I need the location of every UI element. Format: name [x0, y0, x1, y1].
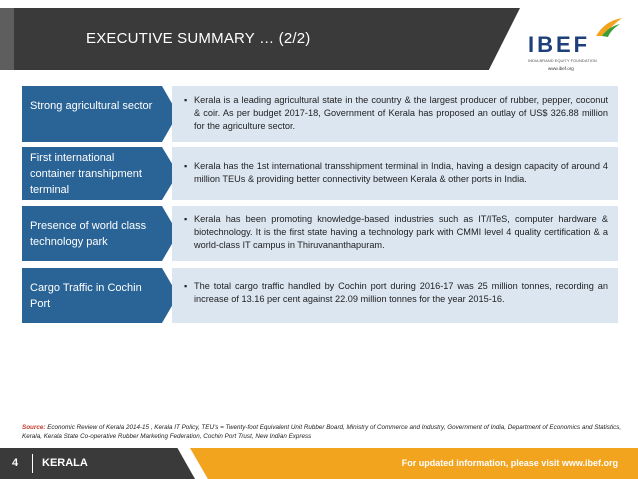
row-text: ▪ Kerala is a leading agricultural state in the country & the largest producer of rubber, pepper, coconut & coir. As per budget 2017-18, Government of Kerala has proposed an outlay of US$ 326.88 million for the agriculture sector. — [184, 94, 608, 133]
logo-url: www.ibef.org — [548, 66, 574, 71]
row-label: First international container transhipment terminal — [30, 152, 142, 196]
row-text: ▪ The total cargo traffic handled by Cochin port during 2016-17 was 25 million tonnes, recording an increase of 13.16 per cent against 22.09 million tonnes for the year 2015-16. — [184, 280, 608, 306]
row-label-box — [22, 268, 162, 323]
slide-header — [0, 0, 638, 80]
bird-logo-icon — [594, 16, 624, 38]
summary-row-technology-park — [22, 206, 618, 261]
footer-state-name: KERALA — [42, 457, 88, 469]
footer-divider — [32, 454, 33, 473]
row-content-box — [172, 206, 618, 261]
row-content-box — [172, 147, 618, 200]
row-label-box — [22, 86, 162, 142]
row-label: Cargo Traffic in Cochin Port — [30, 282, 142, 310]
summary-row-agriculture — [22, 86, 618, 142]
row-content-box — [172, 268, 618, 323]
row-text: ▪ Kerala has the 1st international transshipment terminal in India, having a design capacity of around 4 million TEUs & providing better connectivity between Kerala & other ports in India. — [184, 160, 608, 186]
row-text: ▪ Kerala has been promoting knowledge-based industries such as IT/ITeS, computer hardware & biotechnology. It is the first state having a technology park with CMMI level 4 quality certification & a world-class IT campus in Thiruvananthapuram. — [184, 213, 608, 252]
row-content-box — [172, 86, 618, 142]
row-label-box — [22, 206, 162, 261]
slide-footer — [0, 448, 638, 479]
logo-tagline: INDIA BRAND EQUITY FOUNDATION — [528, 58, 597, 63]
header-accent-stripe — [0, 8, 14, 70]
logo-name: IBEF — [528, 32, 591, 57]
source-text: Economic Review of Kerala 2014-15 , Kerala IT Policy, TEU's = Twenty-foot Equivalent Unit Rubber Board, Ministry of Commerce and Industry, Government of India, Department of Economics and Statistics, Kerala, Kerala State Co-operative Rubber Marketing Federation, Cochin Port Trust, New Indian Express — [22, 424, 622, 440]
summary-row-transhipment — [22, 147, 618, 200]
footer-dark-band — [0, 448, 195, 479]
summary-row-cargo-traffic — [22, 268, 618, 323]
row-label-box — [22, 147, 162, 200]
source-note — [22, 423, 622, 441]
row-label: Presence of world class technology park — [30, 220, 147, 248]
ibef-logo — [528, 16, 628, 72]
page-number: 4 — [12, 457, 19, 469]
source-label: Source: — [22, 424, 46, 431]
page-title: EXECUTIVE SUMMARY … (2/2) — [86, 30, 311, 47]
row-label: Strong agricultural sector — [30, 100, 153, 112]
footer-website-link[interactable]: For updated information, please visit www.ibef.org — [401, 458, 618, 468]
